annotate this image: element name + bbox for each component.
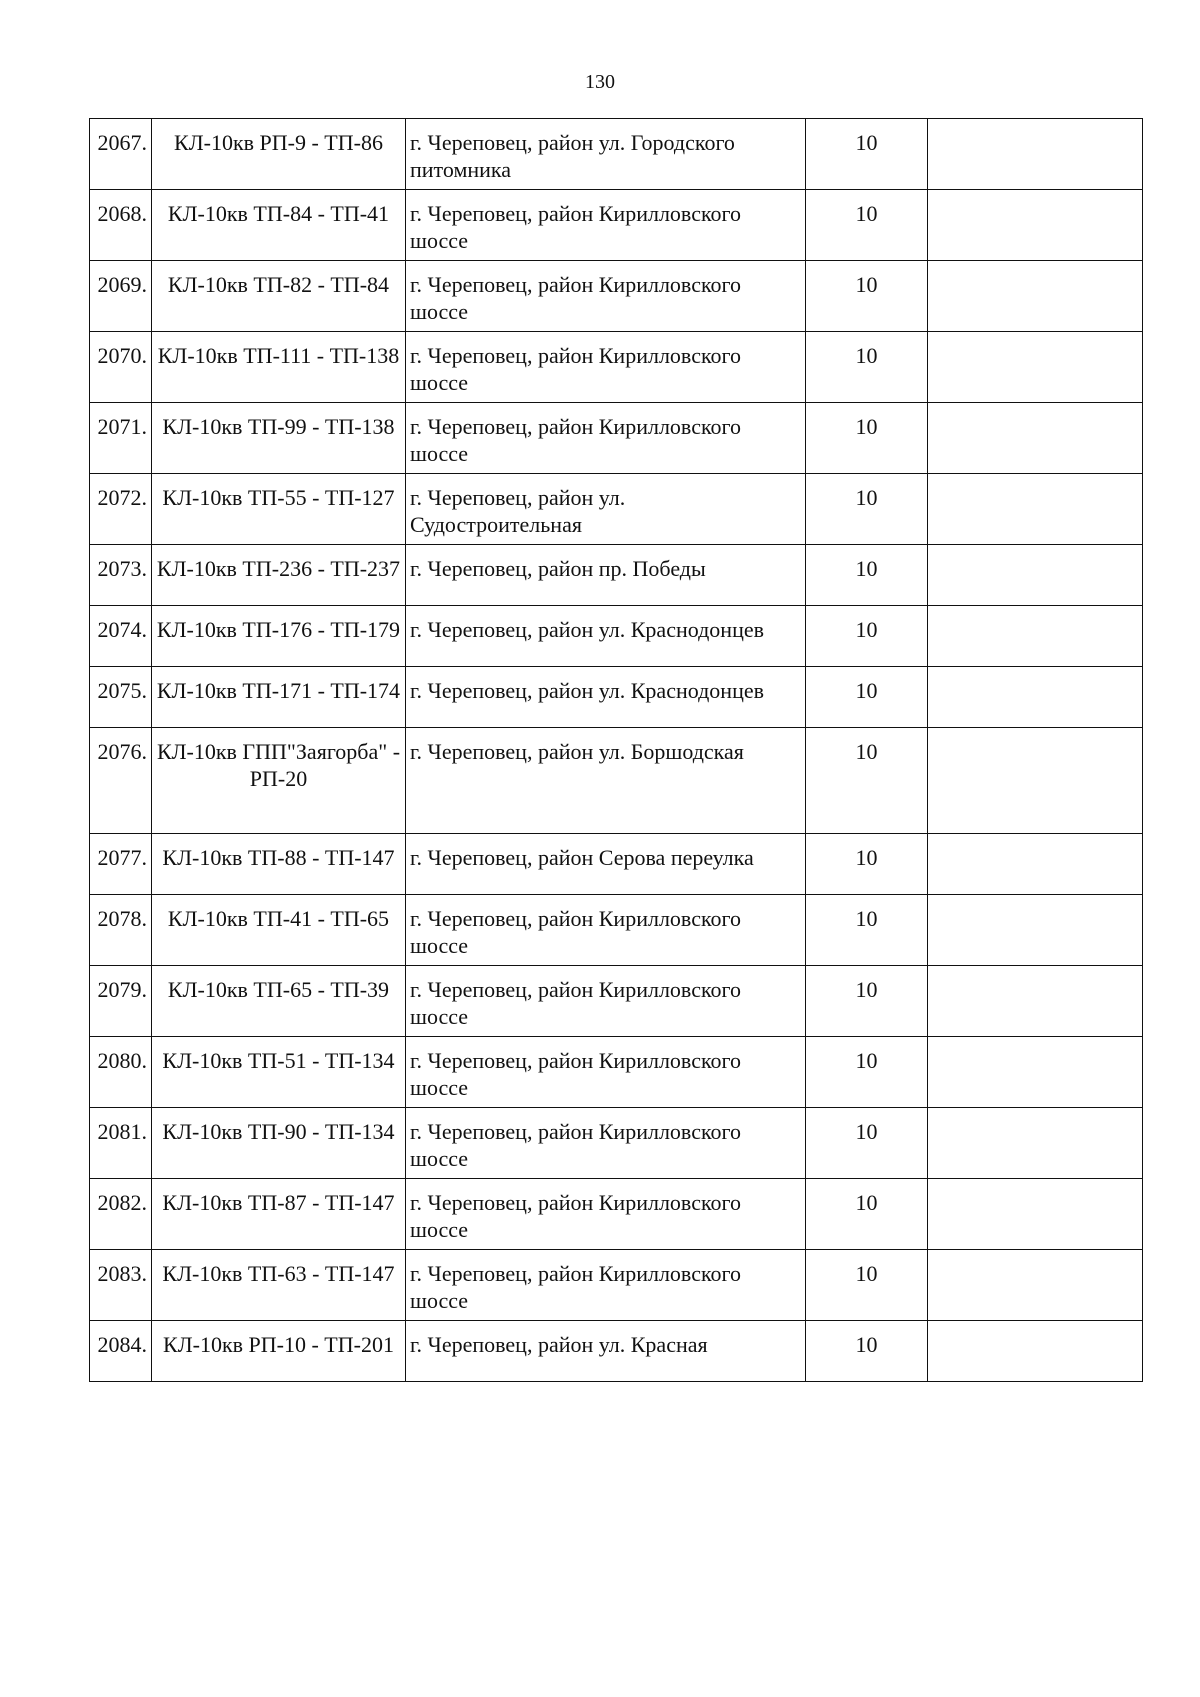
location-cell: г. Череповец, район ул. Городского питомника [406, 119, 806, 190]
voltage-cell: 10 [806, 1108, 928, 1179]
row-number-cell: 2075. [90, 667, 152, 728]
row-number-cell: 2081. [90, 1108, 152, 1179]
table-row [90, 403, 1143, 474]
row-number-cell: 2078. [90, 895, 152, 966]
cable-line-name-cell: КЛ-10кв ТП-84 - ТП-41 [152, 190, 406, 261]
location-cell: г. Череповец, район Кирилловского шоссе [406, 1037, 806, 1108]
location-cell: г. Череповец, район Кирилловского шоссе [406, 1108, 806, 1179]
cable-line-name-cell: КЛ-10кв ГПП"Заягорба" - РП-20 [152, 728, 406, 834]
note-cell [928, 606, 1143, 667]
note-cell [928, 1179, 1143, 1250]
row-number-cell: 2073. [90, 545, 152, 606]
row-number-cell: 2074. [90, 606, 152, 667]
row-number-cell: 2080. [90, 1037, 152, 1108]
voltage-cell: 10 [806, 119, 928, 190]
row-number-cell: 2079. [90, 966, 152, 1037]
location-cell: г. Череповец, район ул. Боршодская [406, 728, 806, 834]
cable-line-name-cell: КЛ-10кв ТП-63 - ТП-147 [152, 1250, 406, 1321]
note-cell [928, 966, 1143, 1037]
location-cell: г. Череповец, район Кирилловского шоссе [406, 966, 806, 1037]
table-row [90, 895, 1143, 966]
location-cell: г. Череповец, район ул. Краснодонцев [406, 606, 806, 667]
voltage-cell: 10 [806, 966, 928, 1037]
location-cell: г. Череповец, район ул. Краснодонцев [406, 667, 806, 728]
row-number-cell: 2082. [90, 1179, 152, 1250]
voltage-cell: 10 [806, 834, 928, 895]
location-cell: г. Череповец, район Кирилловского шоссе [406, 1250, 806, 1321]
table-row [90, 1037, 1143, 1108]
table-row [90, 606, 1143, 667]
row-number-cell: 2067. [90, 119, 152, 190]
note-cell [928, 190, 1143, 261]
cable-line-name-cell: КЛ-10кв ТП-65 - ТП-39 [152, 966, 406, 1037]
note-cell [928, 332, 1143, 403]
note-cell [928, 1108, 1143, 1179]
table-row [90, 834, 1143, 895]
note-cell [928, 834, 1143, 895]
cable-line-name-cell: КЛ-10кв ТП-236 - ТП-237 [152, 545, 406, 606]
voltage-cell: 10 [806, 606, 928, 667]
location-cell: г. Череповец, район пр. Победы [406, 545, 806, 606]
row-number-cell: 2068. [90, 190, 152, 261]
note-cell [928, 1037, 1143, 1108]
location-cell: г. Череповец, район Кирилловского шоссе [406, 190, 806, 261]
row-number-cell: 2077. [90, 834, 152, 895]
location-cell: г. Череповец, район Кирилловского шоссе [406, 261, 806, 332]
table-row [90, 119, 1143, 190]
cable-line-name-cell: КЛ-10кв РП-10 - ТП-201 [152, 1321, 406, 1382]
cable-line-name-cell: КЛ-10кв ТП-90 - ТП-134 [152, 1108, 406, 1179]
cable-line-name-cell: КЛ-10кв РП-9 - ТП-86 [152, 119, 406, 190]
note-cell [928, 474, 1143, 545]
cable-line-name-cell: КЛ-10кв ТП-111 - ТП-138 [152, 332, 406, 403]
note-cell [928, 119, 1143, 190]
voltage-cell: 10 [806, 474, 928, 545]
voltage-cell: 10 [806, 1250, 928, 1321]
note-cell [928, 1250, 1143, 1321]
cable-line-name-cell: КЛ-10кв ТП-99 - ТП-138 [152, 403, 406, 474]
row-number-cell: 2069. [90, 261, 152, 332]
note-cell [928, 1321, 1143, 1382]
voltage-cell: 10 [806, 261, 928, 332]
voltage-cell: 10 [806, 403, 928, 474]
table-row [90, 545, 1143, 606]
row-number-cell: 2071. [90, 403, 152, 474]
voltage-cell: 10 [806, 1037, 928, 1108]
cable-line-name-cell: КЛ-10кв ТП-87 - ТП-147 [152, 1179, 406, 1250]
location-cell: г. Череповец, район ул. Судостроительная [406, 474, 806, 545]
cable-line-register-table [89, 118, 1143, 1382]
voltage-cell: 10 [806, 895, 928, 966]
location-cell: г. Череповец, район ул. Красная [406, 1321, 806, 1382]
table-row [90, 667, 1143, 728]
page-number: 130 [585, 71, 615, 93]
row-number-cell: 2070. [90, 332, 152, 403]
table-row [90, 1250, 1143, 1321]
voltage-cell: 10 [806, 667, 928, 728]
row-number-cell: 2076. [90, 728, 152, 834]
cable-line-name-cell: КЛ-10кв ТП-176 - ТП-179 [152, 606, 406, 667]
row-number-cell: 2084. [90, 1321, 152, 1382]
note-cell [928, 728, 1143, 834]
table-row [90, 966, 1143, 1037]
table-row [90, 474, 1143, 545]
location-cell: г. Череповец, район Кирилловского шоссе [406, 895, 806, 966]
voltage-cell: 10 [806, 190, 928, 261]
row-number-cell: 2083. [90, 1250, 152, 1321]
note-cell [928, 545, 1143, 606]
table-row [90, 1108, 1143, 1179]
location-cell: г. Череповец, район Кирилловского шоссе [406, 1179, 806, 1250]
voltage-cell: 10 [806, 332, 928, 403]
location-cell: г. Череповец, район Кирилловского шоссе [406, 332, 806, 403]
voltage-cell: 10 [806, 728, 928, 834]
table-row [90, 190, 1143, 261]
voltage-cell: 10 [806, 1321, 928, 1382]
note-cell [928, 667, 1143, 728]
note-cell [928, 895, 1143, 966]
note-cell [928, 403, 1143, 474]
voltage-cell: 10 [806, 1179, 928, 1250]
note-cell [928, 261, 1143, 332]
cable-line-name-cell: КЛ-10кв ТП-55 - ТП-127 [152, 474, 406, 545]
table-row [90, 261, 1143, 332]
cable-line-name-cell: КЛ-10кв ТП-51 - ТП-134 [152, 1037, 406, 1108]
cable-line-name-cell: КЛ-10кв ТП-82 - ТП-84 [152, 261, 406, 332]
table-row [90, 1179, 1143, 1250]
cable-line-name-cell: КЛ-10кв ТП-88 - ТП-147 [152, 834, 406, 895]
table-row [90, 332, 1143, 403]
table-row [90, 1321, 1143, 1382]
cable-line-name-cell: КЛ-10кв ТП-41 - ТП-65 [152, 895, 406, 966]
table-row [90, 728, 1143, 834]
voltage-cell: 10 [806, 545, 928, 606]
location-cell: г. Череповец, район Кирилловского шоссе [406, 403, 806, 474]
cable-line-name-cell: КЛ-10кв ТП-171 - ТП-174 [152, 667, 406, 728]
location-cell: г. Череповец, район Серова переулка [406, 834, 806, 895]
row-number-cell: 2072. [90, 474, 152, 545]
